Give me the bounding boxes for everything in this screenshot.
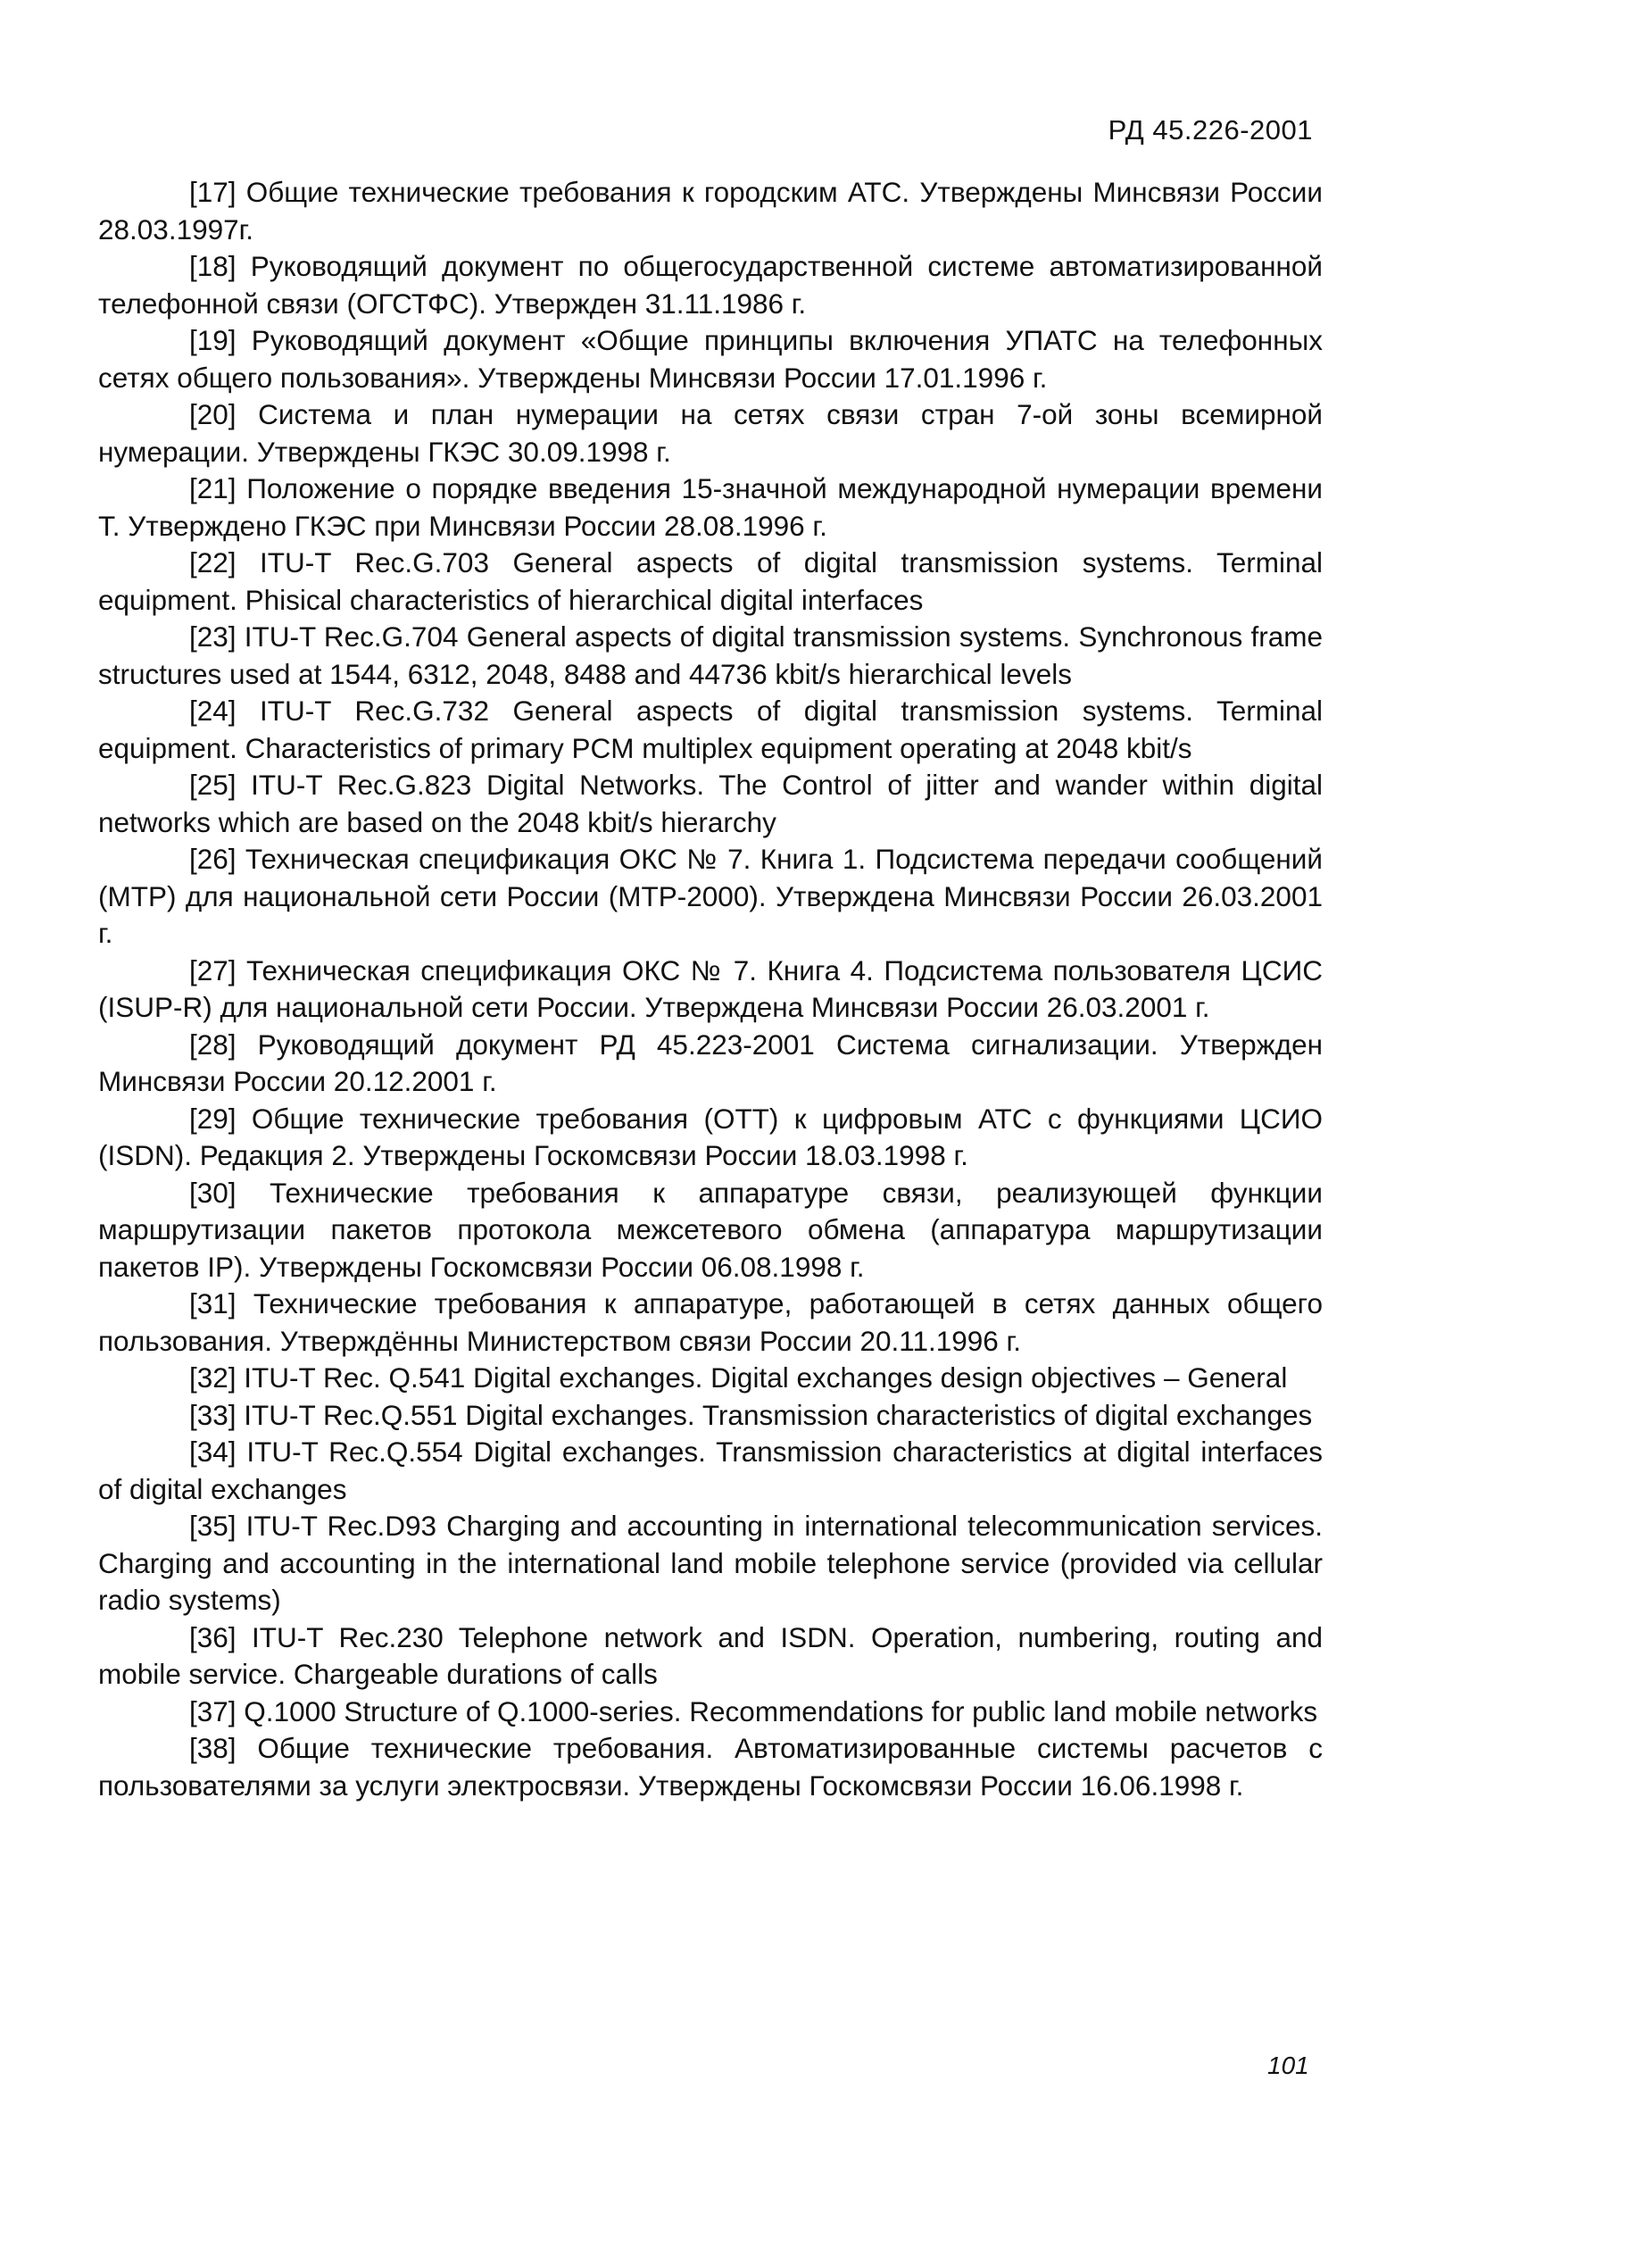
reference-17: [17] Общие технические требования к городским АТС. Утверждены Минсвязи России 28.03.1997г.: [98, 176, 1323, 246]
reference-28: [28] Руководящий документ РД 45.223-2001 Система сигнализации. Утвержден Минсвязи России 20.12.2001 г.: [98, 1028, 1323, 1097]
reference-38: [38] Общие технические требования. Автоматизированные системы расчетов с пользователями за услуги электросвязи. Утверждены Госкомсвязи России 16.06.1998 г.: [98, 1732, 1323, 1802]
page-number: 101: [1267, 2052, 1309, 2079]
reference-29: [29] Общие технические требования (ОТТ) к цифровым АТС с функциями ЦСИО (ISDN). Редакция 2. Утверждены Госкомсвязи России 18.03.1998 г.: [98, 1102, 1323, 1171]
reference-19: [19] Руководящий документ «Общие принципы включения УПАТС на телефонных сетях общего пользования». Утверждены Минсвязи России 17.01.1996 г.: [98, 324, 1323, 394]
reference-37: [37] Q.1000 Structure of Q.1000-series. Recommendations for public land mobile networks: [189, 1694, 1318, 1727]
reference-20: [20] Система и план нумерации на сетях связи стран 7-ой зоны всемирной нумерации. Утверждены ГКЭС 30.09.1998 г.: [98, 398, 1323, 468]
reference-25: [25] ITU-T Rec.G.823 Digital Networks. The Control of jitter and wander within digital networks which are based on the 2048 kbit/s hierarchy: [98, 769, 1323, 838]
reference-list: [98, 174, 1323, 1804]
reference-32: [32] ITU-T Rec. Q.541 Digital exchanges. Digital exchanges design objectives – General: [189, 1361, 1288, 1394]
reference-21: [21] Положение о порядке введения 15-значной международной нумерации времени Т. Утверждено ГКЭС при Минсвязи России 28.08.1996 г.: [98, 472, 1323, 542]
reference-35: [35] ITU-T Rec.D93 Charging and accounting in international telecommunication services. Charging and accounting in the international land mobile telephone service (provided via cellular radio systems): [98, 1510, 1323, 1616]
reference-26: [26] Техническая спецификация ОКС № 7. Книга 1. Подсистема передачи сообщений (МТР) для национальной сети России (МТР-2000). Утверждена Минсвязи России 26.03.2001 г.: [98, 843, 1323, 949]
reference-30: [30] Технические требования к аппаратуре связи, реализующей функции маршрутизации пакетов протокола межсетевого обмена (аппаратура маршрутизации пакетов IP). Утверждены Госкомсвязи России 06.08.1998 г.: [98, 1176, 1323, 1283]
reference-33: [33] ITU-T Rec.Q.551 Digital exchanges. Transmission characteristics of digital exchanges: [189, 1398, 1313, 1431]
document-code-header: РД 45.226-2001: [1108, 114, 1313, 146]
reference-22: [22] ITU-T Rec.G.703 General aspects of digital transmission systems. Terminal equipment. Phisical characteristics of hierarchical digital interfaces: [98, 546, 1323, 616]
reference-31: [31] Технические требования к аппаратуре, работающей в сетях данных общего пользования. Утверждённы Министерством связи России 20.11.1996 г.: [98, 1287, 1323, 1357]
reference-27: [27] Техническая спецификация ОКС № 7. Книга 4. Подсистема пользователя ЦСИС (ISUP-R) для национальной сети России. Утверждена Минсвязи России 26.03.2001 г.: [98, 953, 1323, 1023]
reference-34: [34] ITU-T Rec.Q.554 Digital exchanges. Transmission characteristics at digital interfaces of digital exchanges: [98, 1436, 1323, 1505]
reference-24: [24] ITU-T Rec.G.732 General aspects of digital transmission systems. Terminal equipment. Characteristics of primary PCM multiplex equipment operating at 2048 kbit/s: [98, 695, 1323, 764]
reference-18: [18] Руководящий документ по общегосударственной системе автоматизированной телефонной связи (ОГСТФС). Утвержден 31.11.1986 г.: [98, 250, 1323, 320]
reference-23: [23] ITU-T Rec.G.704 General aspects of digital transmission systems. Synchronous frame structures used at 1544, 6312, 2048, 8488 and 44736 kbit/s hierarchical levels: [98, 620, 1323, 690]
reference-36: [36] ITU-T Rec.230 Telephone network and ISDN. Operation, numbering, routing and mobile service. Chargeable durations of calls: [98, 1620, 1323, 1690]
